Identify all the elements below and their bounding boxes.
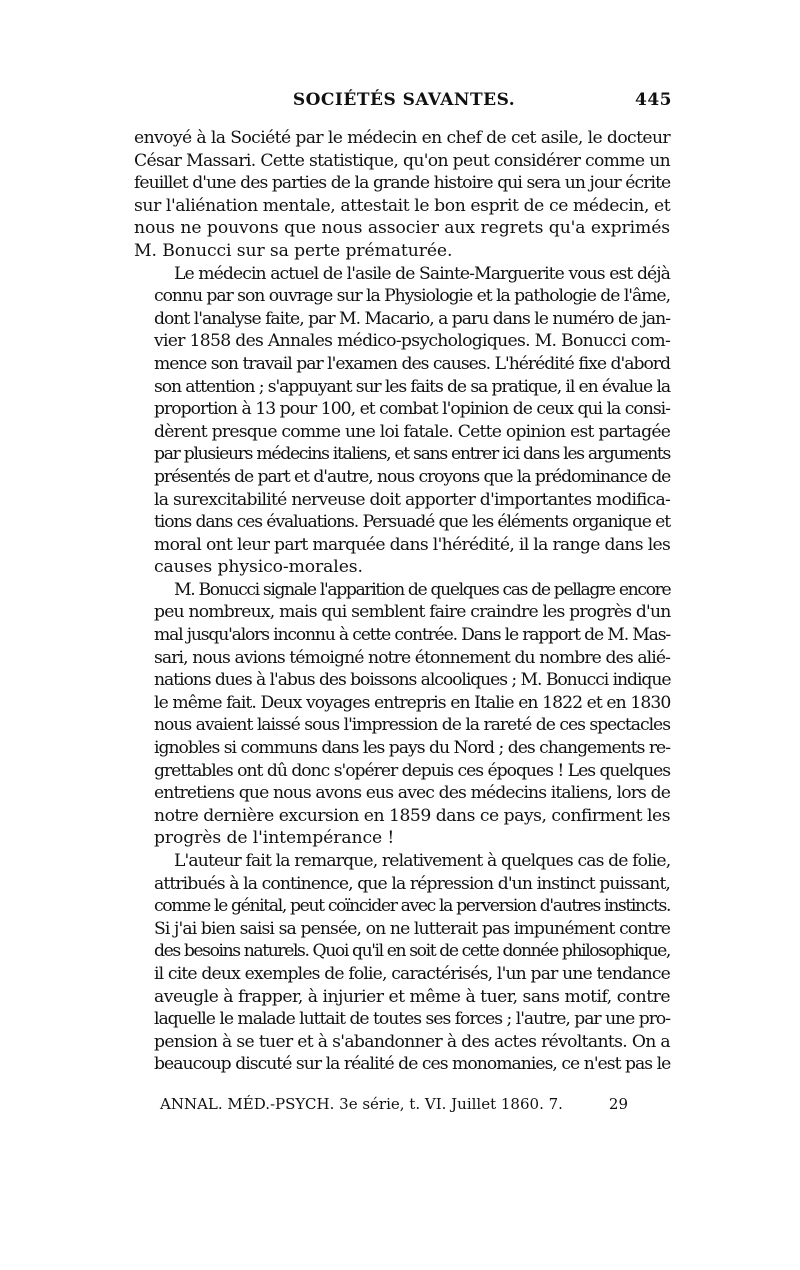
text-line: mence son travail par l'examen des causes. L'hérédité fixe d'abord — [154, 353, 670, 374]
text-line: proportion à 13 pour 100, et combat l'opinion de ceux qui la consi- — [154, 399, 670, 420]
text-line: connu par son ouvrage sur la Physiologie et la pathologie de l'âme, — [154, 286, 670, 307]
paragraph — [134, 579, 670, 850]
text-line: dont l'analyse faite, par M. Macario, a paru dans le numéro de jan- — [154, 308, 670, 329]
text-line: la surexcitabilité nerveuse doit apporter d'importantes modifica- — [154, 489, 671, 510]
text-line: mal jusqu'alors inconnu à cette contrée. Dans le rapport de M. Mas- — [154, 625, 670, 646]
text-line: attribués à la continence, que la répression d'un instinct puissant, — [154, 873, 670, 894]
text-line: pension à se tuer et à s'abandonner à des actes révoltants. On a — [154, 1031, 670, 1052]
text-line: présentés de part et d'autre, nous croyons que la prédominance de — [154, 466, 671, 487]
text-line: le même fait. Deux voyages entrepris en Italie en 1822 et en 1830 — [154, 692, 671, 713]
text-line: envoyé à la Société par le médecin en chef de cet asile, le docteur — [134, 128, 671, 148]
text-line: César Massari. Cette statistique, qu'on peut considérer comme un — [134, 150, 670, 171]
text-line: M. Bonucci signale l'apparition de quelques cas de pellagre encore — [174, 579, 671, 600]
paragraph — [134, 127, 670, 263]
text-line: Si j'ai bien saisi sa pensée, on ne lutterait pas impunément contre — [154, 918, 671, 939]
paragraph — [134, 850, 670, 1076]
text-line: tions dans ces évaluations. Persuadé que les éléments organique et — [154, 512, 671, 533]
body-text — [134, 127, 670, 1076]
text-line: sari, nous avions témoigné notre étonnement du nombre des alié- — [154, 647, 670, 668]
text-line: il cite deux exemples de folie, caractérisés, l'un par une tendance — [154, 963, 670, 984]
text-line: dèrent presque comme une loi fatale. Cette opinion est partagée — [154, 421, 671, 442]
text-line: par plusieurs médecins italiens, et sans entrer ici dans les arguments — [154, 444, 670, 465]
text-line: sur l'aliénation mentale, attestait le bon esprit de ce médecin, et — [134, 195, 671, 216]
text-line: comme le génital, peut coïncider avec la perversion d'autres instincts. — [154, 896, 671, 917]
text-line: M. Bonucci sur sa perte prématurée. — [134, 240, 453, 261]
text-line: L'auteur fait la remarque, relativement à quelques cas de folie, — [174, 851, 671, 871]
page-number: 445 — [635, 90, 672, 110]
footer-signature-number: 29 — [608, 1095, 628, 1113]
text-line: son attention ; s'appuyant sur les faits de sa pratique, il en évalue la — [154, 376, 670, 397]
text-line: peu nombreux, mais qui semblent faire craindre les progrès d'un — [154, 602, 671, 623]
text-line: moral ont leur part marquée dans l'hérédité, il la range dans les — [154, 534, 671, 555]
running-title: SOCIÉTÉS SAVANTES. — [292, 90, 516, 110]
running-head — [136, 90, 672, 114]
text-line: notre dernière excursion en 1859 dans ce pays, confirment les — [154, 805, 671, 826]
footer-signature: ANNAL. MÉD.-PSYCH. 3e série, t. VI. Juillet 1860. 7. — [160, 1095, 563, 1113]
text-line: nous ne pouvons que nous associer aux regrets qu'a exprimés — [134, 218, 670, 239]
text-line: grettables ont dû donc s'opérer depuis ces époques ! Les quelques — [154, 760, 671, 781]
footer-signature-line — [160, 1095, 640, 1119]
text-line: nous avaient laissé sous l'impression de la rareté de ces spectacles — [154, 715, 670, 736]
text-line: feuillet d'une des parties de la grande histoire qui sera un jour écrite — [134, 173, 671, 194]
text-line: des besoins naturels. Quoi qu'il en soit de cette donnée philosophique, — [154, 941, 670, 962]
text-line: entretiens que nous avons eus avec des médecins italiens, lors de — [154, 783, 670, 804]
text-line: nations dues à l'abus des boissons alcooliques ; M. Bonucci indique — [154, 670, 671, 691]
text-line: progrès de l'intempérance ! — [154, 828, 395, 849]
text-line: causes physico-morales. — [154, 557, 363, 578]
paragraph — [134, 263, 670, 579]
text-line: Le médecin actuel de l'asile de Sainte-Marguerite vous est déjà — [174, 263, 670, 284]
text-line: vier 1858 des Annales médico-psychologiques. M. Bonucci com- — [154, 331, 671, 352]
text-line: beaucoup discuté sur la réalité de ces monomanies, ce n'est pas le — [154, 1054, 671, 1075]
text-line: laquelle le malade luttait de toutes ses forces ; l'autre, par une pro- — [154, 1009, 670, 1030]
text-line: ignobles si communs dans les pays du Nord ; des changements re- — [154, 738, 670, 759]
text-line: aveugle à frapper, à injurier et même à tuer, sans motif, contre — [154, 986, 670, 1007]
